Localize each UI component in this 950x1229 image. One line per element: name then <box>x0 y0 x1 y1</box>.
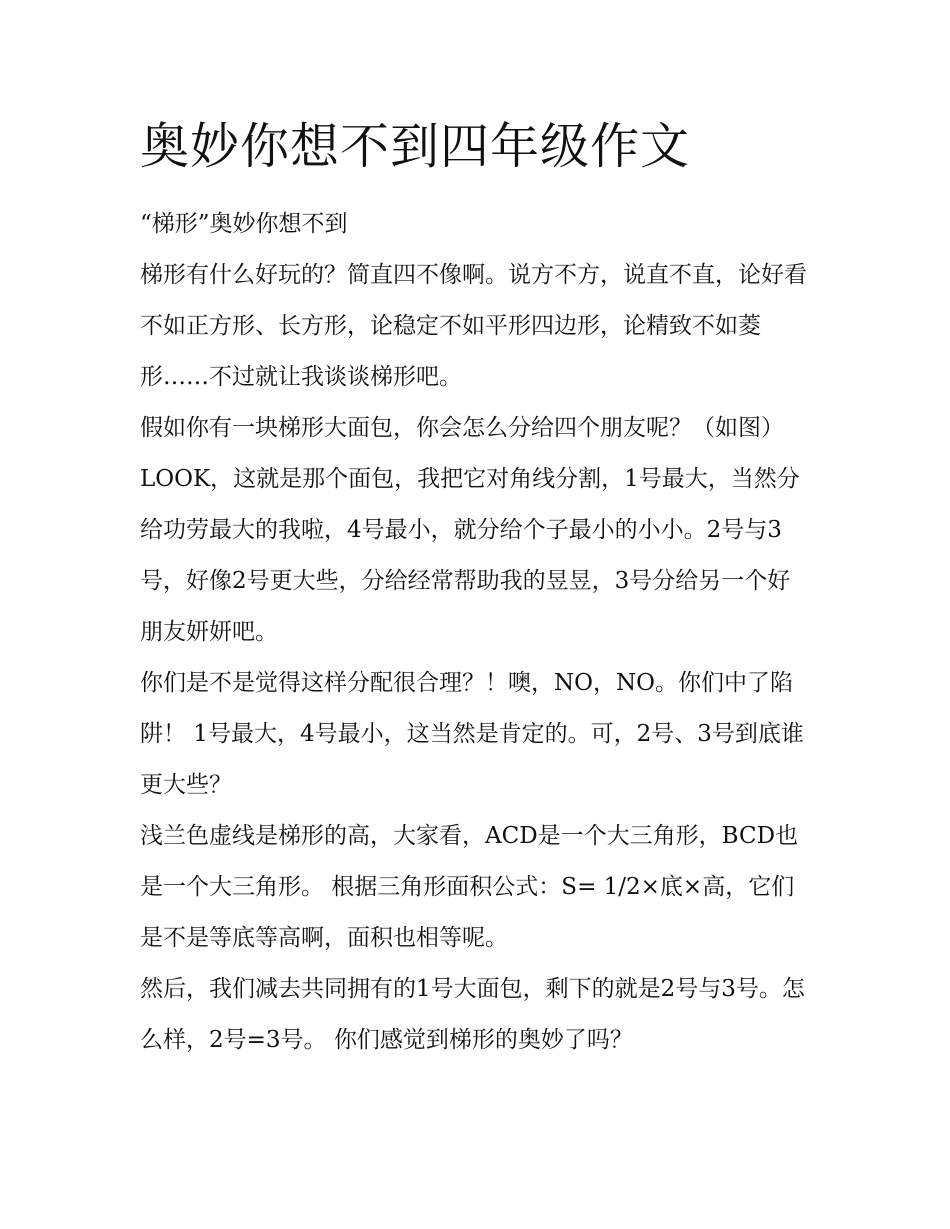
body-paragraph: 梯形有什么好玩的？简直四不像啊。说方不方，说直不直，论好看不如正方形、长方形，论稳定不如平形四边形，论精致不如菱形……不过就让我谈谈梯形吧。 <box>140 262 807 390</box>
body-paragraph: 然后，我们减去共同拥有的1号大面包，剩下的就是2号与3号。怎么样，2号=3号。 你们感觉到梯形的奥妙了吗？ <box>140 976 805 1053</box>
body-paragraph: 你们是不是觉得这样分配很合理？！噢，NO，NO。你们中了陷阱！ 1号最大，4号最小，这当然是肯定的。可，2号、3号到底谁更大些？ <box>140 670 804 798</box>
subtitle-paragraph: “梯形”奥妙你想不到 <box>140 211 348 237</box>
body-paragraph: 假如你有一块梯形大面包，你会怎么分给四个朋友呢？（如图） <box>140 415 784 441</box>
body-paragraph: LOOK，这就是那个面包，我把它对角线分割，1号最大，当然分给功劳最大的我啦，4号最小，就分给个子最小的小小。2号与3号，好像2号更大些，分给经常帮助我的昱昱，3号分给另一个好朋友妍妍吧。 <box>140 466 800 645</box>
body-paragraph: 浅兰色虚线是梯形的高，大家看，ACD是一个大三角形，BCD也是一个大三角形。 根据三角形面积公式：S= 1/2×底×高，它们是不是等底等高啊，面积也相等呢。 <box>140 823 799 951</box>
document-body <box>140 199 812 1066</box>
document-title: 奥妙你想不到四年级作文 <box>140 118 691 175</box>
